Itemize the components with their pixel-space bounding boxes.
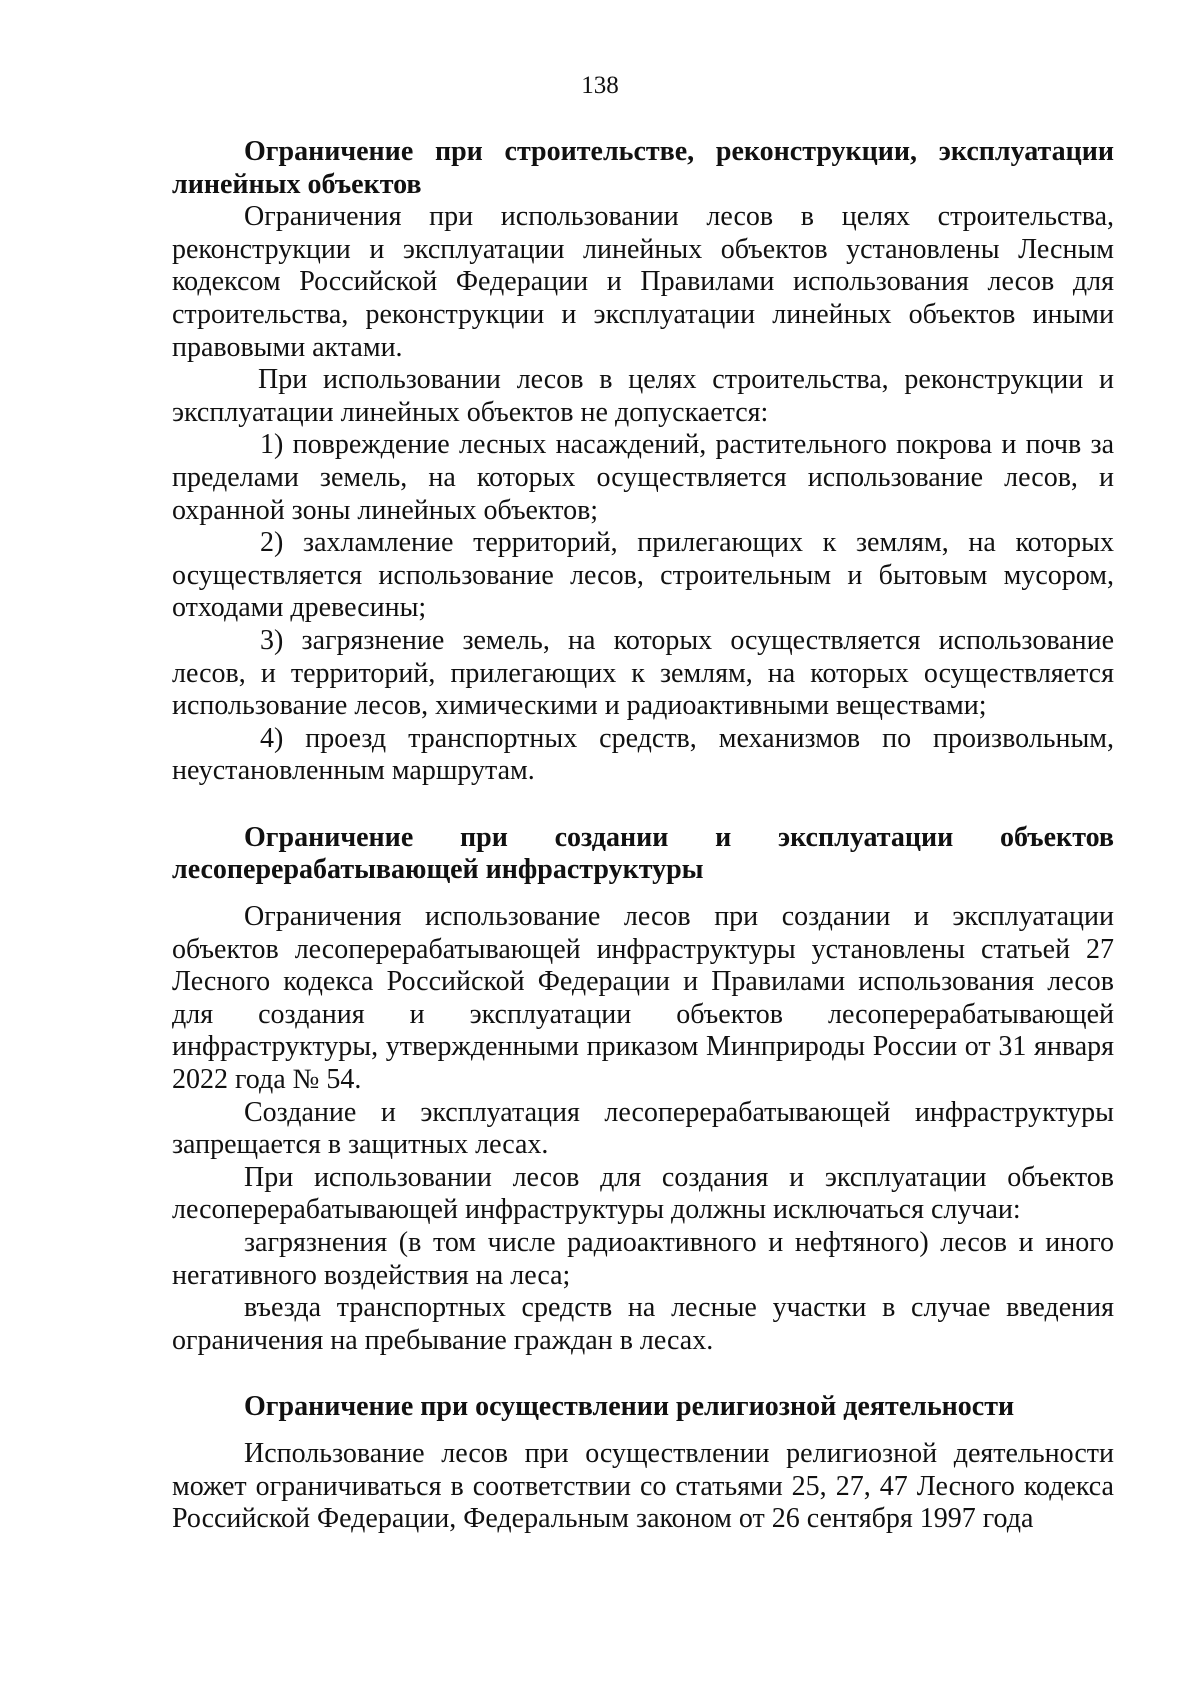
paragraph: Ограничения использование лесов при создании и эксплуатации объектов лесоперерабатывающей инфраструктуры установлены статьей 27 Лесного кодекса Российской Федерации и Правилами использования лесов для создания и эксплуатации объектов лесоперерабатывающей инфраструктуры, утвержденными приказом Минприроды России от 31 января 2022 года № 54. xyxy=(172,901,1114,1096)
list-item: 4) проезд транспортных средств, механизмов по произвольным, неустановленным маршрутам. xyxy=(172,722,1114,787)
section-spacer xyxy=(172,788,1114,822)
paragraph: При использовании лесов для создания и эксплуатации объектов лесоперерабатывающей инфраструктуры должны исключаться случаи: xyxy=(172,1161,1114,1226)
paragraph: При использовании лесов в целях строительства, реконструкции и эксплуатации линейных объектов не допускается: xyxy=(172,364,1114,428)
heading-spacer xyxy=(172,887,1114,901)
section-heading-religious-activity: Ограничение при осуществлении религиозной деятельности xyxy=(244,1391,1015,1423)
paragraph: загрязнения (в том числе радиоактивного и нефтяного) лесов и иного негативного воздействия на леса; xyxy=(172,1227,1114,1291)
paragraph: Использование лесов при осуществлении религиозной деятельности может ограничиваться в соответствии со статьями 25, 27, 47 Лесного кодекса Российской Федерации, Федеральным законом от 26 сентября 1997 года xyxy=(172,1437,1114,1535)
list-item: 2) захламление территорий, прилегающих к землям, на которых осуществляется использование лесов, строительным и бытовым мусором, отходами древесины; xyxy=(172,527,1114,624)
paragraph: Ограничения при использовании лесов в целях строительства, реконструкции и эксплуатации линейных объектов установлены Лесным кодексом Российской Федерации и Правилами использования лесов для строительства, реконструкции и эксплуатации линейных объектов иными правовыми актами. xyxy=(172,201,1114,363)
list-item: 1) повреждение лесных насаждений, растительного покрова и почв за пределами земель, на которых осуществляется использование лесов, и охранной зоны линейных объектов; xyxy=(172,429,1114,526)
section-heading-wood-processing: Ограничение при создании и эксплуатации объектов лесоперерабатывающей инфраструктуры xyxy=(172,821,1114,886)
section-heading-linear-objects: Ограничение при строительстве, реконструкции, эксплуатации линейных объектов xyxy=(172,136,1114,200)
list-item: 3) загрязнение земель, на которых осуществляется использование лесов, и территорий, прилегающих к землям, на которых осуществляется использование лесов, химическими и радиоактивными веществами; xyxy=(172,624,1114,722)
document-body xyxy=(172,136,1114,1536)
heading-spacer xyxy=(172,1424,1114,1438)
page-number: 138 xyxy=(581,72,619,99)
section-spacer xyxy=(172,1357,1114,1391)
paragraph: Создание и эксплуатация лесоперерабатывающей инфраструктуры запрещается в защитных лесах. xyxy=(172,1096,1114,1161)
paragraph: въезда транспортных средств на лесные участки в случае введения ограничения на пребывание граждан в лесах. xyxy=(172,1292,1114,1356)
